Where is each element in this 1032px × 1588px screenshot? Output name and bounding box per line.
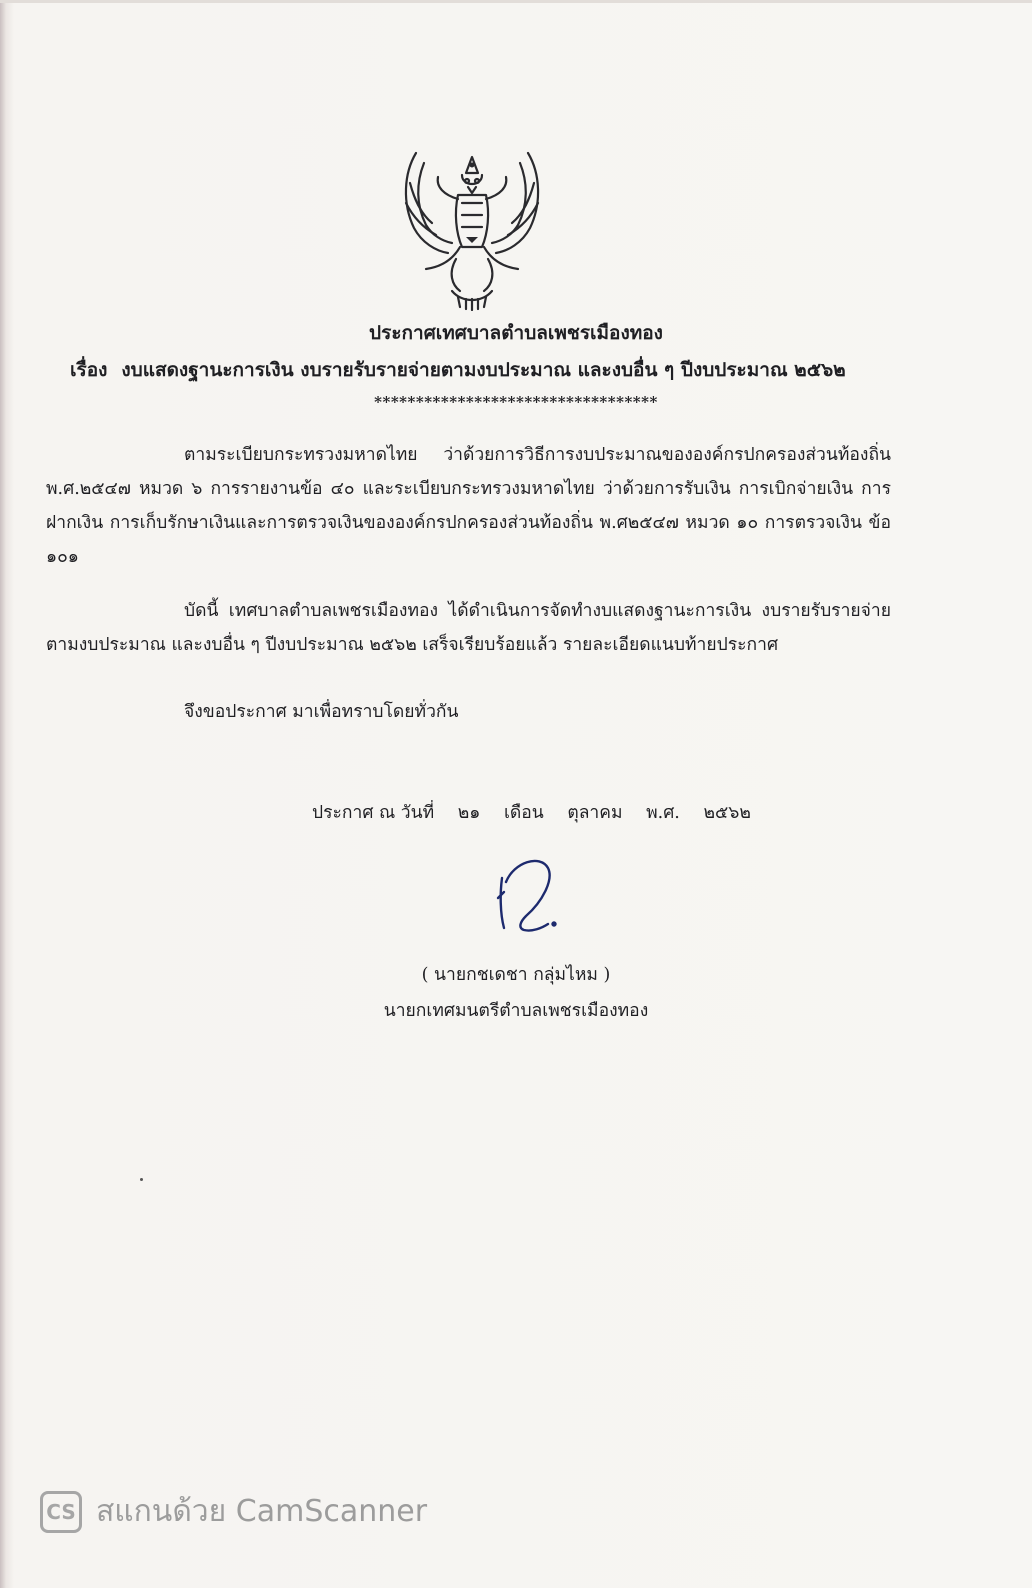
signer-name: ( นายกชเดชา กลุ่มไหม ) xyxy=(421,965,611,985)
subject-text: งบแสดงฐานะการเงิน งบรายรับรายจ่ายตามงบประมาณ และงบอื่น ๆ ปีงบประมาณ ๒๕๖๒ xyxy=(121,359,846,381)
scan-speck xyxy=(140,1178,143,1181)
watermark-text: สแกนด้วย CamScanner xyxy=(96,1494,428,1529)
handwritten-signature xyxy=(490,848,570,938)
date-month-label: เดือน xyxy=(503,803,544,823)
camscanner-logo-icon: CS xyxy=(40,1491,82,1533)
announcement-date xyxy=(312,798,769,826)
date-year: ๒๕๖๒ xyxy=(703,803,751,823)
document-title: ประกาศเทศบาลตำบลเพชรเมืองทอง xyxy=(369,322,663,344)
garuda-emblem-icon xyxy=(396,143,548,311)
date-prefix: ประกาศ ณ วันที่ xyxy=(312,803,435,823)
paragraph-closing: จึงขอประกาศ มาเพื่อทราบโดยทั่วกัน xyxy=(184,702,459,722)
paragraph-regulation: ตามระเบียบกระทรวงมหาดไทย ว่าด้วยการวิธีการงบประมาณขององค์กรปกครองส่วนท้องถิ่น พ.ศ.๒๕๔๗ หมวด ๖ การรายงานข้อ ๔๐ และระเบียบกระทรวงมหาดไทย ว่าด้วยการรับเงิน การเบิกจ่ายเงิน การฝากเงิน การเก็บรักษาเงินและการตรวจเงินขององค์กรปกครองส่วนท้องถิ่น พ.ศ๒๕๔๗ หมวด ๑๐ การตรวจเงิน ข้อ ๑๐๑ xyxy=(46,445,891,567)
document-subject xyxy=(70,355,970,385)
date-month: ตุลาคม xyxy=(567,803,623,823)
paragraph-statement: บัดนี้ เทศบาลตำบลเพชรเมืองทอง ได้ดำเนินการจัดทำงบแสดงฐานะการเงิน งบรายรับรายจ่ายตามงบประมาณ และงบอื่น ๆ ปีงบประมาณ ๒๕๖๒ เสร็จเรียบร้อยแล้ว รายละเอียดแนบท้ายประกาศ xyxy=(46,601,891,655)
separator-line: ********************************** xyxy=(374,393,658,411)
camscanner-watermark xyxy=(40,1488,427,1535)
date-year-label: พ.ศ. xyxy=(646,803,680,823)
subject-label: เรื่อง xyxy=(70,359,108,381)
signer-position: นายกเทศมนตรีตำบลเพชรเมืองทอง xyxy=(383,1001,649,1021)
page-top-edge xyxy=(0,0,1032,3)
date-day: ๒๑ xyxy=(457,803,481,823)
